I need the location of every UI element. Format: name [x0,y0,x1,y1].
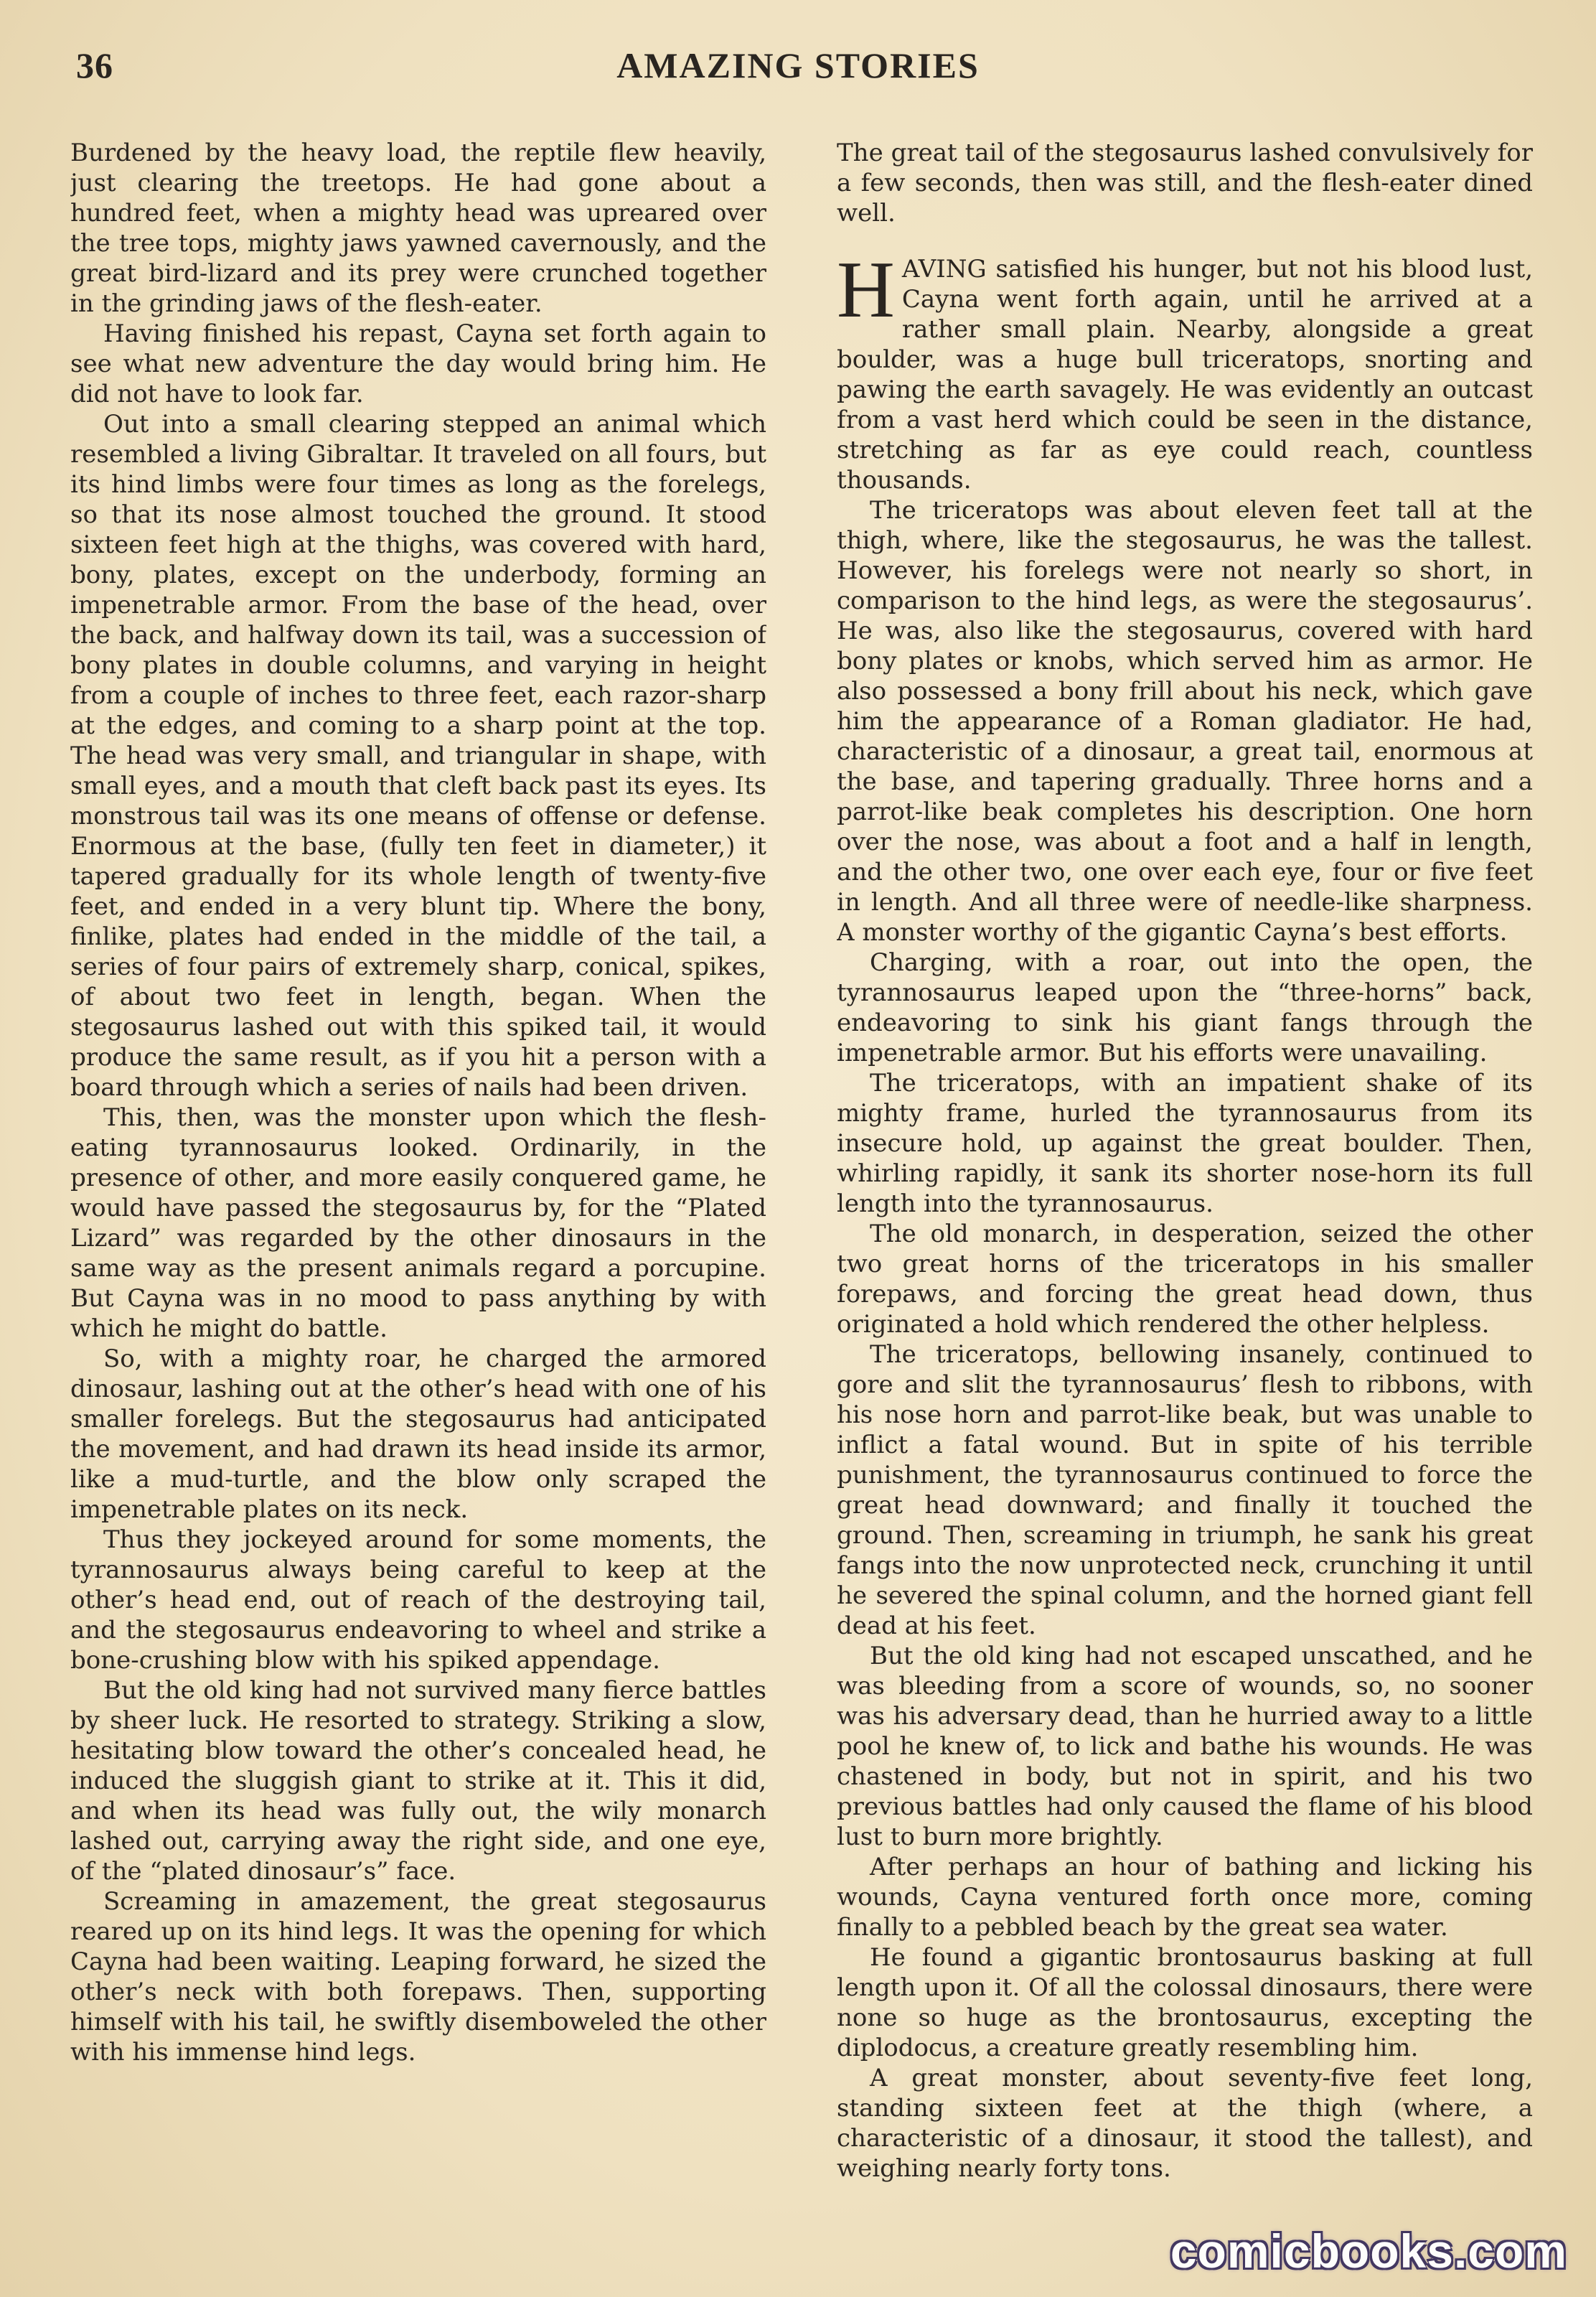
paragraph: The triceratops, bellowing insanely, continued to gore and slit the tyrannosaurus’ flesh to ribbons, with his nose horn and parrot-like beak, but was unable to inflict a fatal wound. But in spite of his terrible punishment, the tyrannosaurus continued to force the great head downward; and finally it touched the ground. Then, screaming in triumph, he sank his great fangs into the now unprotected neck, crunching it until he severed the spinal column, and the horned giant fell dead at his feet. [837,1340,1533,1640]
left-column [70,138,766,2263]
continuation-paragraph: The great tail of the stegosaurus lashed convulsively for a few seconds, then was still, and the flesh-eater dined well. [837,139,1533,228]
dropcap-paragraph-text: AVING satisfied his hunger, but not his blood lust, Cayna went forth again, until he arrived at a rather small plain. Nearby, alongside a great boulder, was a huge bull triceratops, snorting and pawing the earth savagely. He was evidently an outcast from a vast herd which could be seen in the distance, stretching as far as eye could reach, countless thousands. [837,255,1533,495]
paragraph: A great monster, about seventy-five feet long, standing sixteen feet at the thigh (where, a characteristic of a dinosaur, it stood the tallest), and weighing nearly forty tons. [837,2064,1533,2183]
paragraph: This, then, was the monster upon which the flesh-eating tyrannosaurus looked. Ordinarily, in the presence of other, and more easily conquered game, he would have passed the stegosaurus by, for the “Plated Lizard” was regarded by the other dinosaurs in the same way as the present animals regard a porcupine. But Cayna was in no mood to pass anything by with which he might do battle. [70,1103,766,1343]
right-column [837,138,1533,2263]
paragraph: So, with a mighty roar, he charged the armored dinosaur, lashing out at the other’s head with one of his smaller forelegs. But the stegosaurus had anticipated the movement, and had drawn its head inside its armor, like a mud-turtle, and the blow only scraped the impenetrable plates on its neck. [70,1344,766,1524]
paragraph: Screaming in amazement, the great stegosaurus reared up on its hind legs. It was the opening for which Cayna had been waiting. Leaping forward, he sized the other’s neck with both forepaws. Then, supporting himself with his tail, he swiftly disemboweled the other with his immense hind legs. [70,1887,766,2067]
paragraph: Out into a small clearing stepped an animal which resembled a living Gibraltar. It traveled on all fours, but its hind limbs were four times as long as the forelegs, so that its nose almost touched the ground. It stood sixteen feet high at the thighs, was covered with hard, bony, plates, except on the underbody, forming an impenetrable armor. From the base of the head, over the back, and halfway down its tail, was a succession of bony plates in double columns, and varying in height from a couple of inches to three feet, each razor-sharp at the edges, and coming to a sharp point at the top. The head was very small, and triangular in shape, with small eyes, and a mouth that cleft back past its eyes. Its monstrous tail was its one means of offense or defense. Enormous at the base, (fully ten feet in diameter,) it tapered gradually for its whole length of twenty-five feet, and ended in a very blunt tip. Where the bony, finlike, plates had ended in the middle of the tail, a series of four pairs of extremely sharp, conical, spikes, of about two feet in length, began. When the stegosaurus lashed out with this spiked tail, it would produce the same result, as if you hit a person with a board through which a series of nails had been driven. [70,410,766,1102]
paragraph: Charging, with a roar, out into the open, the tyrannosaurus leaped upon the “three-horns” back, endeavoring to sink his giant fangs through the impenetrable armor. But his efforts were unavailing. [837,948,1533,1067]
drop-cap-letter: H [837,245,895,335]
paragraph: After perhaps an hour of bathing and licking his wounds, Cayna ventured forth once more, coming finally to a pebbled beach by the great sea water. [837,1853,1533,1942]
page-number: 36 [76,45,113,85]
magazine-title: AMAZING STORIES [616,45,980,85]
paragraph: But the old king had not escaped unscathed, and he was bleeding from a score of wounds, so, no sooner was his adversary dead, than he hurried away to a little pool he knew of, to lick and bathe his wounds. He was chastened in body, but not in spirit, and his two previous battles had only caused the flame of his blood lust to burn more brightly. [837,1642,1533,1851]
paragraph: Having finished his repast, Cayna set forth again to see what new adventure the day would bring him. He did not have to look far. [70,319,766,408]
paragraph: He found a gigantic brontosaurus basking at full length upon it. Of all the colossal dinosaurs, there were none so huge as the brontosaurus, excepting the diplodocus, a creature greatly resembling him. [837,1943,1533,2062]
text-columns [69,138,1533,2263]
paragraph: The triceratops, with an impatient shake of its mighty frame, hurled the tyrannosaurus from its insecure hold, up against the great boulder. Then, whirling rapidly, it sank its shorter nose-horn its full length into the tyrannosaurus. [837,1069,1533,1218]
paragraph: The triceratops was about eleven feet tall at the thigh, where, like the stegosaurus, he was the tallest. However, his forelegs were not nearly so short, in comparison to the hind legs, as were the stegosaurus’. He was, also like the stegosaurus, covered with hard bony plates or knobs, which served him as armor. He also possessed a bony frill about his neck, which gave him the appearance of a Roman gladiator. He had, characteristic of a dinosaur, a great tail, enormous at the base, and tapering gradually. Three horns and a parrot-like beak completes his description. One horn over the nose, was about a foot and a half in length, and the other two, one over each eye, four or five feet in length. And all three were of needle-like sharpness. A monster worthy of the gigantic Cayna’s best efforts. [837,496,1533,947]
paragraph: The old monarch, in desperation, seized the other two great horns of the triceratops in his smaller forepaws, and forcing the great head down, thus originated a hold which rendered the other helpless. [837,1220,1533,1339]
watermark: comicbooks.com [1170,2225,1567,2278]
paragraph: Burdened by the heavy load, the reptile flew heavily, just clearing the treetops. He had gone about a hundred feet, when a mighty head was upreared over the tree tops, mighty jaws yawned cavernously, and the great bird-lizard and its prey were crunched together in the grinding jaws of the flesh-eater. [70,139,766,318]
paragraph: But the old king had not survived many fierce battles by sheer luck. He resorted to strategy. Striking a slow, hesitating blow toward the other’s concealed head, he induced the sluggish giant to strike at it. This it did, and when its head was fully out, the wily monarch lashed out, carrying away the right side, and one eye, of the “plated dinosaur’s” face. [70,1676,766,1886]
page-header [69,45,1527,95]
paragraph: Thus they jockeyed around for some moments, the tyrannosaurus always being careful to keep at the other’s head end, out of reach of the destroying tail, and the stegosaurus endeavoring to wheel and strike a bone-crushing blow with his spiked appendage. [70,1525,766,1675]
section-break [837,228,1533,254]
dropcap-paragraph [837,245,1533,495]
